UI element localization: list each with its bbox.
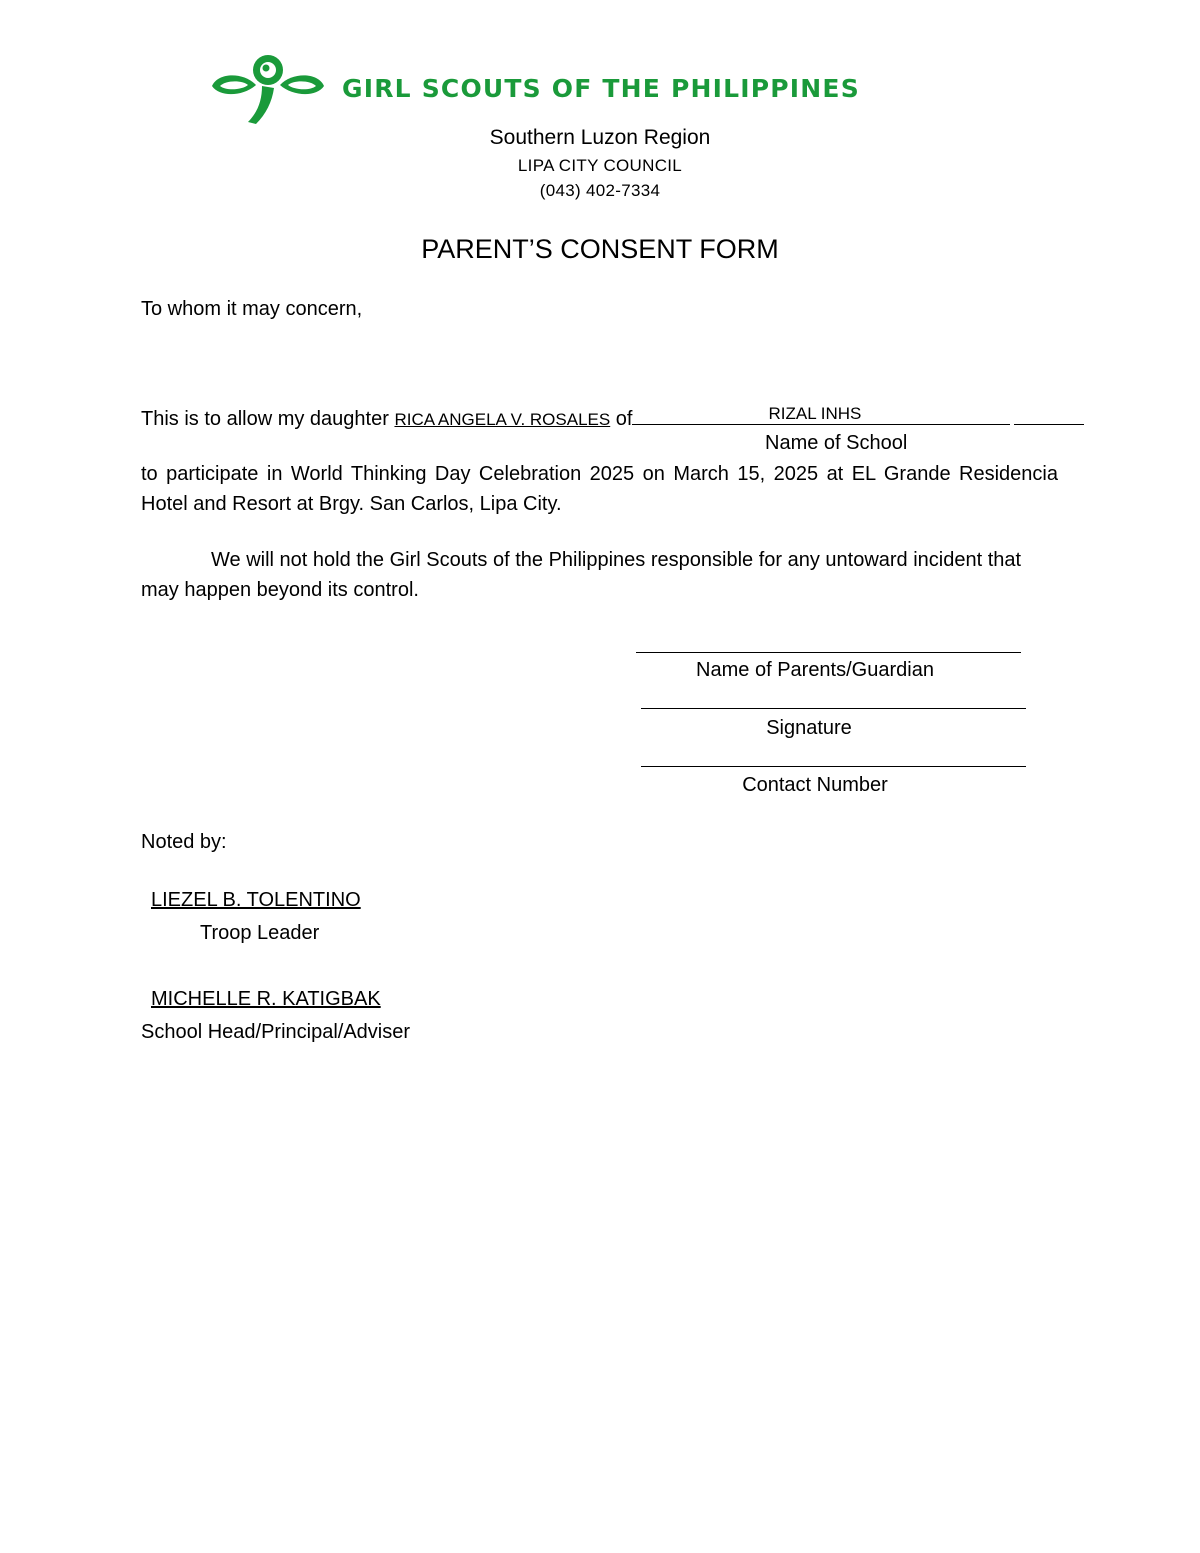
council-phone: (043) 402-7334 xyxy=(539,181,661,200)
salutation: To whom it may concern, xyxy=(141,298,363,320)
troop-leader-name: LIEZEL B. TOLENTINO xyxy=(151,889,361,911)
parent-name-label: Name of Parents/Guardian xyxy=(696,659,934,681)
allow-prefix: This is to allow my daughter xyxy=(141,408,389,430)
school-field-label: Name of School xyxy=(765,432,908,454)
contact-number-line[interactable] xyxy=(641,766,1026,767)
signature-line[interactable] xyxy=(641,708,1026,709)
trefoil-logo-icon xyxy=(208,52,328,126)
liability-paragraph: We will not hold the Girl Scouts of the Philippines responsible for any untoward incident that may happen beyond its control. xyxy=(141,549,1022,601)
daughter-name-field[interactable]: RICA ANGELA V. ROSALES xyxy=(394,410,611,429)
parent-name-line[interactable] xyxy=(636,652,1021,653)
school-name-field[interactable] xyxy=(632,402,1010,425)
noted-by-label: Noted by: xyxy=(141,831,227,853)
participation-paragraph: to participate in World Thinking Day Celebration 2025 on March 15, 2025 at EL Grande Residencia Hotel and Resort at Brgy. San Carlos, Lipa City. xyxy=(141,463,1058,515)
council-name: LIPA CITY COUNCIL xyxy=(517,156,683,175)
allow-statement xyxy=(141,402,1084,431)
troop-leader-role: Troop Leader xyxy=(200,922,320,944)
organization-name: GIRL SCOUTS OF THE PHILIPPINES xyxy=(342,74,860,103)
of-word: of xyxy=(615,408,633,430)
school-name-value: RIZAL INHS xyxy=(768,404,862,423)
region-name: Southern Luzon Region xyxy=(489,126,711,149)
school-name-line-tail xyxy=(1014,402,1084,425)
school-head-name: MICHELLE R. KATIGBAK xyxy=(151,988,381,1010)
school-head-role: School Head/Principal/Adviser xyxy=(141,1021,411,1043)
signature-label: Signature xyxy=(766,717,852,739)
contact-number-label: Contact Number xyxy=(742,774,888,796)
page-title: PARENT’S CONSENT FORM xyxy=(421,234,779,264)
